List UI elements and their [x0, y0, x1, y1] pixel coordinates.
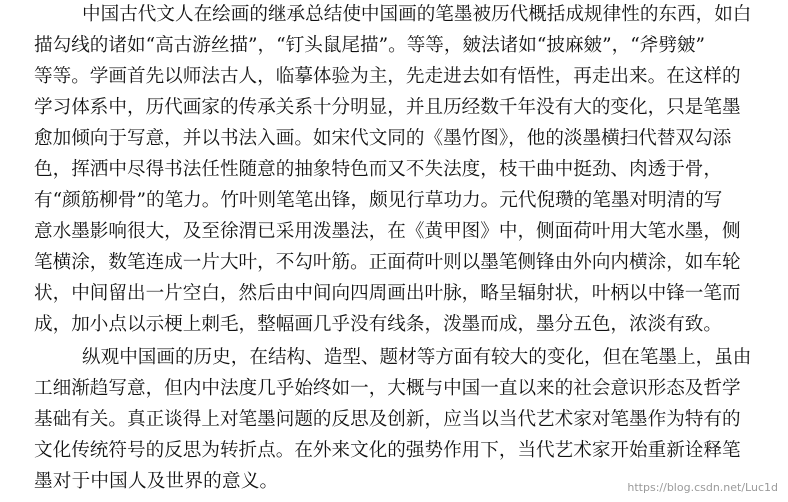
paragraph-1-line-3: 等等。学画首先以师法古人，临摹体验为主，先走进去如有悟性，再走出来。在这样的: [34, 66, 741, 87]
paragraph-1-line-5: 愈加倾向于写意，并以书法入画。如宋代文同的《墨竹图》，他的淡墨横扫代替双勾添: [34, 128, 732, 149]
paragraph-2-line-2: 工细渐趋写意，但内中法度几乎始终如一，大概与中国一直以来的社会意识形态及哲学: [34, 378, 741, 399]
paragraph-1-line-2: 描勾线的诸如“高古游丝描”，“钉头鼠尾描”。等等，皴法诸如“披麻皴”，“斧劈皴”: [34, 35, 706, 56]
paragraph-1-line-11: 成，加小点以示梗上刺毛，整幅画几乎没有线条，泼墨而成，墨分五色，浓淡有致。: [34, 314, 722, 335]
paragraph-1-line-10: 状，中间留出一片空白，然后由中间向四周画出叶脉，略呈辐射状，叶柄以中锋一笔而: [34, 283, 741, 304]
watermark: https://blog.csdn.net/Luc1d: [627, 481, 778, 494]
paragraph-2-line-5: 墨对于中国人及世界的意义。: [34, 471, 279, 492]
paragraph-2-line-1: 纵观中国画的历史，在结构、造型、题材等方面有较大的变化，但在笔墨上，虽由: [82, 347, 752, 368]
paragraph-1-line-8: 意水墨影响很大，及至徐渭已采用泼墨法，在《黄甲图》中，侧面荷叶用大笔水墨，侧: [34, 221, 741, 242]
paragraph-1-line-1: 中国古代文人在绘画的继承总结使中国画的笔墨被历代概括成规律性的东西，如白: [82, 4, 752, 25]
paragraph-1-line-4: 学习体系中，历代画家的传承关系十分明显，并且历经数千年没有大的变化，只是笔墨: [34, 97, 741, 118]
paragraph-1-line-6: 色，挥洒中尽得书法任性随意的抽象特色而又不失法度，枝干曲中挺劲、肉透于骨，: [34, 159, 722, 180]
paragraph-1-line-9: 笔横涂，数笔连成一片大叶，不勾叶筋。正面荷叶则以墨笔侧锋由外向内横涂，如车轮: [34, 252, 741, 273]
paragraph-2-line-3: 基础有关。真正谈得上对笔墨问题的反思及创新，应当以当代艺术家对笔墨作为特有的: [34, 409, 741, 430]
paragraph-1-line-7: 有“颜筋柳骨”的笔力。竹叶则笔笔出锋，颇见行草功力。元代倪瓒的笔墨对明清的写: [34, 190, 723, 211]
paragraph-2-line-4: 文化传统符号的反思为转折点。在外来文化的强势作用下，当代艺术家开始重新诠释笔: [34, 440, 741, 461]
